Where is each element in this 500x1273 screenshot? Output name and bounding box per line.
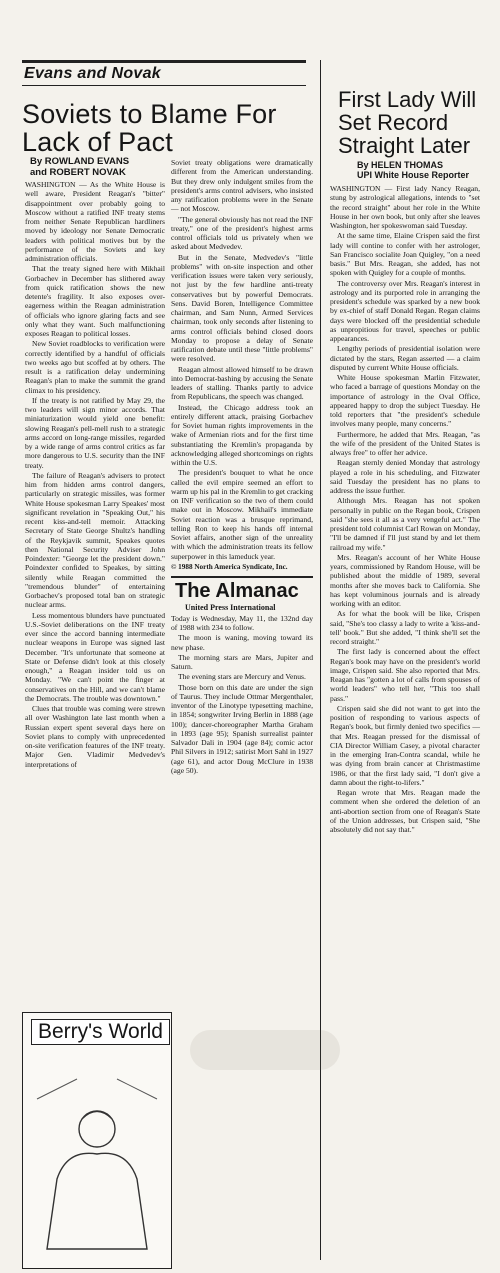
almanac-paragraph: Today is Wednesday, May 11, the 132nd day of 1988 with 234 to follow. — [171, 613, 313, 632]
almanac-paragraph: The evening stars are Mercury and Venus. — [178, 672, 306, 682]
article-paragraph: As for what the book will be like, Crispen said, "She's too classy a lady to write a 'kiss-and-tell' book." But she added, "I think she'll set the record straight." — [330, 609, 480, 646]
article-paragraph: Less momentous blunders have punctuated U.S.-Soviet deliberations on the INF treaty ever since the accord banning intermediate nuclear weapons in Europe was signed last December. "It's unfortunate that someone at State or Defense didn't look at this closely enough," a Reagan insider told us on Monday. "We can't point the finger at conservatives on the Hill, and we can't blame the Democrats. The trouble was downtown." — [25, 610, 165, 703]
article-paragraph: Instead, the Chicago address took an entirely different attack, praising Gorbachev for Soviet human rights improvements in the wake of Armenian riots and for the first time substantiating the Kremlin's propaganda by acknowledging alleged shortcomings on rights within the U.S. — [171, 402, 313, 467]
article-paragraph: WASHINGTON — First lady Nancy Reagan, stung by astrological allegations, intends to "set the record straight" about her role in the White House in her own book, but only after she leaves Washington, her spokeswoman said Tuesday. — [330, 184, 480, 230]
left-article-column-1 — [25, 180, 165, 770]
almanac-source: United Press International — [185, 602, 276, 612]
article-paragraph: If the treaty is not ratified by May 29, the two leaders will sign minor accords. That miniaturization would yield one benefit: slowing Reagan's pell-mell rush to a strategic arms accord on long-range missiles, regarded by a wide range of arms control critics as far more dangerous to U.S. security than the INF treaty. — [25, 395, 165, 470]
article-paragraph: "The general obviously has not read the INF treaty," one of the president's highest arms control officials told us privately when we asked about Medvedev. — [171, 214, 313, 252]
almanac-paragraph: Those born on this date are under the sign of Taurus. They include Ottmar Mergenthaler, inventor of the Linotype typesetting machine, in 1854; songwriter Irving Berlin in 1888 (age 100); dancer-choreographer Martha Graham in 1893 (age 95); Spanish surrealist painter Salvador Dali in 1904 (age 84); comic actor Phil Silvers in 1912; satirist Mort Sahl in 1927 (age 61), and actor Doug McClure in 1938 (age 50). — [171, 682, 313, 775]
article-paragraph: Clues that trouble was coming were strewn all over Washington late last month when a Russian expert spent several days here on Soviet plans to comply with unprecedented on-site verification features of the INF treaty. Major Gen. Vladimir Medvedev's interpretations of — [25, 704, 165, 769]
article-paragraph: White House spokesman Marlin Fitzwater, who faced a barrage of questions Monday on the importance of astrology in the Oval Office, appeared happy to drop the subject Tuesday. He told reporters that "the president's schedule involves many people, many concerns." — [330, 373, 480, 429]
article-paragraph: Crispen said she did not want to get into the position of responding to various aspects of Regan's book, but firmly denied two specifics — that Mrs. Reagan pressed for the dismissal of CIA Director William Casey, a pivotal character in the emerging Iran-Contra scandal, while he was dying from brain cancer at Christmastime 1986, or that the first lady said, "I don't give a damn about the right-to-lifers." — [330, 703, 480, 787]
almanac-paragraph: The morning stars are Mars, Jupiter and Saturn. — [171, 652, 313, 671]
article-paragraph: At the same time, Elaine Crispen said the first lady will contine to confer with her astrologer, San Francisco socialite Joan Quigley, "on a need basis." But Mrs. Reagan, she added, has not spoken with Quigley for a couple of months. — [330, 231, 480, 278]
byline-line-2: and ROBERT NOVAK — [30, 166, 126, 178]
copyright-line: © 1988 North America Syndicate, Inc. — [171, 562, 288, 571]
almanac-section — [171, 576, 313, 775]
byline-line-2: UPI White House Reporter — [357, 170, 470, 180]
article-paragraph: Mrs. Reagan's account of her White House years, commissioned by Random House, will be published about the middle of 1989, several months after she moves back to California. She has kept voluminous journals and is already working with an editor. — [330, 552, 480, 608]
article-paragraph: Although Mrs. Reagan has not spoken personally in public on the Regan book, Crispen said "she sees it all as a very vengeful act." The president told columnist Carl Rowan on Monday, "I'll be damned if I'll just stand by and let them railroad my wife." — [330, 496, 480, 552]
article-paragraph: Reagan almost allowed himself to be drawn into Democrat-bashing by accusing the Senate leaders of stalling. Thanks partly to advice from Republicans, the speech was changed. — [171, 364, 313, 402]
article-paragraph: Furthermore, he added that Mrs. Reagan, "as the wife of the president of the United States is always free" to offer her advice. — [330, 429, 480, 457]
cartoon-title: Berry's World — [31, 1019, 170, 1045]
cartoon-illustration — [27, 1059, 167, 1259]
article-paragraph: The president's bouquet to what he once called the evil empire seemed an effort to warm up his pal in the Kremlin to get cracking on INF verification so the two of them could make out in Moscow. Mikhail's immediate Soviet reaction was a brusque reprimand, telling Ron to keep his hands off internal Soviet affairs, another sign of the unreality with which the administration treats its fellow superpower in this lameduck year. — [171, 468, 313, 561]
almanac-title: The Almanac — [175, 579, 299, 602]
article-paragraph: But in the Senate, Medvedev's "little problems" with on-site inspection and other verification issues were taken very seriously, not just by the few hardline anti-treaty conservatives but by powerful Democrats. Sens. David Boren, Intelligence Committee chairman, and Sam Nunn, Armed Services chairman, took only seconds after listening to arms control officials behind closed doors Monday to propose a delay of Senate ratification debate until these "little problems" were resolved. — [171, 252, 313, 364]
cartoon-panel — [22, 1012, 172, 1269]
article-paragraph: Reagan sternly denied Monday that astrology played a role in his scheduling, and Fitzwater said Tuesday the president has no plans to address the issue further. — [330, 458, 480, 495]
byline-line-1: By ROWLAND EVANS — [30, 156, 130, 167]
column-divider — [320, 60, 321, 1260]
right-byline — [357, 160, 497, 180]
left-byline — [30, 157, 165, 178]
article-paragraph: Soviet treaty obligations were dramatically different from the American understanding. But they drew only indulgent smiles from the president's arms control advisers, who insisted any ratification problems were in the Senate — not Moscow. — [171, 158, 313, 214]
right-headline: First Lady Will Set Record Straight Later — [338, 87, 477, 158]
left-article-column-2 — [171, 158, 313, 776]
article-paragraph: The controversy over Mrs. Reagan's interest in astrology and its purported role in arranging the president's schedule was sparked by a new book by ex-chief of staff Donald Regan. Regan claims days were blocked off the presidential schedule as unpropitious for travel, speeches or public appearances. — [330, 278, 480, 343]
article-paragraph: WASHINGTON — As the White House is well aware, President Reagan's "bitter" disappointment over probably going to Moscow without a ratified INF treaty stems from neither Senate Republican hardliners moved by ideology nor Senate Democratic leaders with political motives but by the performance of the Soviets and key administration officials. — [25, 180, 165, 263]
article-paragraph: New Soviet roadblocks to verification were correctly identified by a handful of officials two weeks ago but scoffed at by others. The result is a ratification delay undermining Reagan's plan to make the summit the grand climax to his presidency. — [25, 339, 165, 395]
article-paragraph: The failure of Reagan's advisers to protect him from hidden arms control dangers, particularly on strategic missiles, was former White House spokesman Larry Speakes' most significant revelation in "Speaking Out," his recent kiss-and-tell memoir. Attacking Secretary of State George Shultz's handling of the Reykjavik summit, Speakes quotes then National Security Adviser John Poindexter: "George let the president down." Poindexter confided to Speakes, by sitting silently while Reagan committed the "tremendous blunder" of entertaining Gorbachev's proposed total ban on strategic nuclear arms. — [25, 470, 165, 610]
article-paragraph: The first lady is concerned about the effect Regan's book may have on the president's world image, Crispen said. She also reported that Mrs. Reagan has "gotten a lot of calls from spouses of world leaders" who tell her, "This too shall pass." — [330, 647, 480, 703]
column-kicker: Evans and Novak — [22, 60, 306, 86]
byline-line-1: By HELEN THOMAS — [357, 160, 444, 170]
left-headline: Soviets to Blame For Lack of Pact — [22, 99, 277, 157]
almanac-paragraph: The moon is waning, moving toward its new phase. — [171, 633, 313, 652]
article-paragraph: Regan wrote that Mrs. Reagan made the comment when she ordered the deletion of an anti-abortion section from one of Reagan's State of the Union addresses, but Crispen said, "She absolutely did not say that." — [330, 788, 480, 834]
article-paragraph: Lengthy periods of presidential isolation were dictated by the stars, Regan asserted — a claim disputed by current White House officials. — [330, 344, 480, 372]
right-article-column — [330, 184, 480, 835]
article-paragraph: That the treaty signed here with Mikhail Gorbachev in December has slithered away from quick ratification shows the new detente's fragility. It also exposes over-eagerness within the Reagan administration of officials who ignore glaring facts and see only what they want. Such malfunctioning exposes Reagan to political losses. — [25, 264, 165, 338]
print-smudge — [190, 1030, 340, 1070]
